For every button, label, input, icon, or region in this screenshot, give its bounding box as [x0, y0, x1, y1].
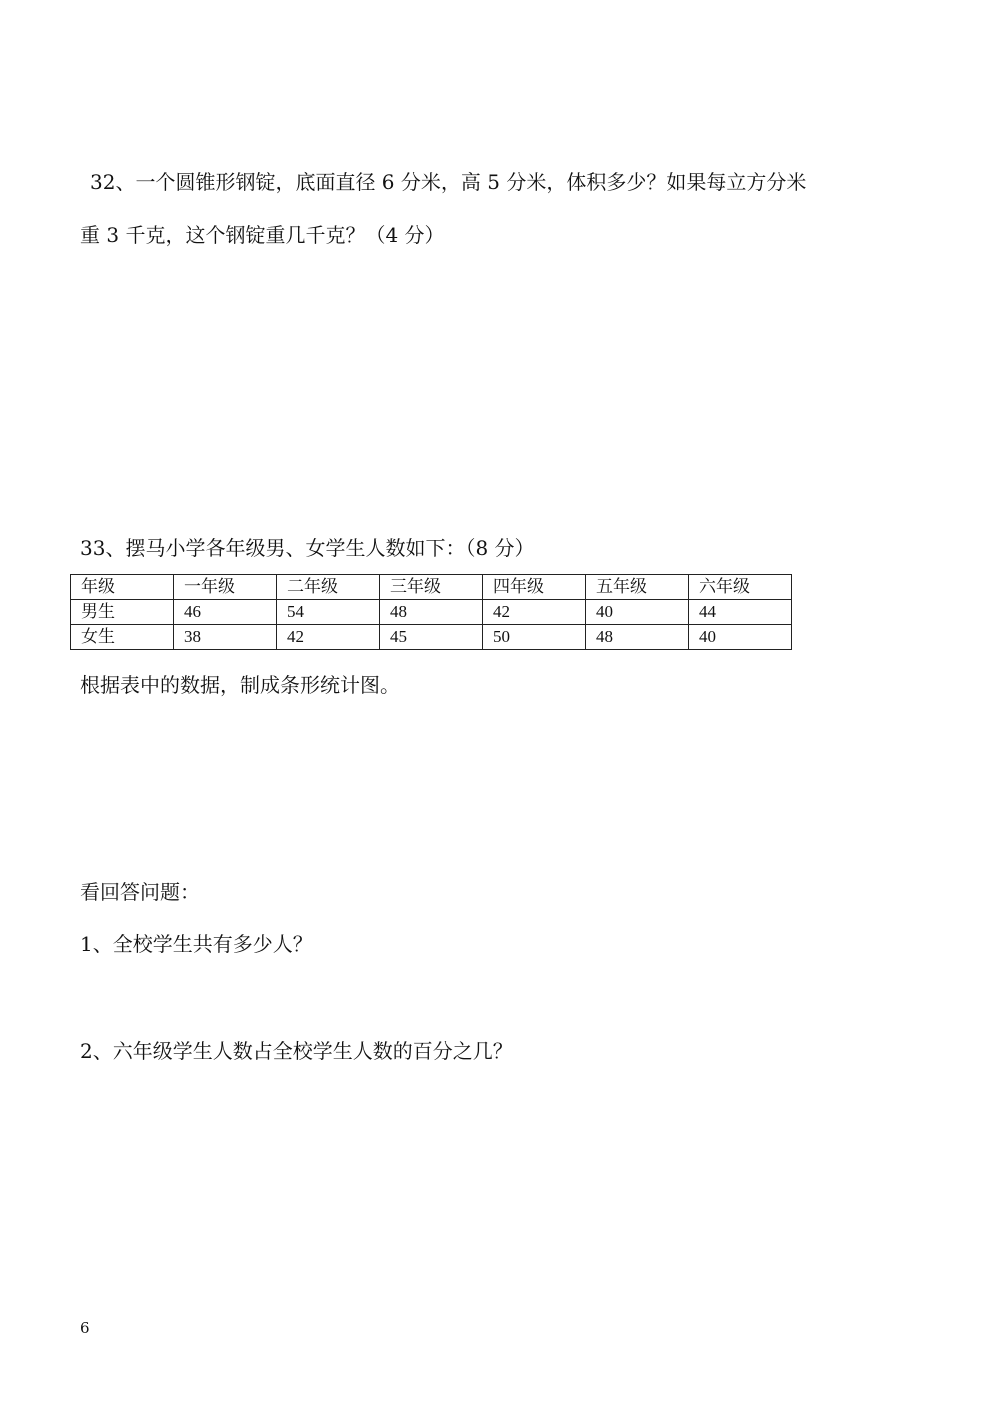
table-cell: 40	[586, 600, 689, 625]
table-cell: 54	[277, 600, 380, 625]
table-cell: 年级	[71, 575, 174, 600]
table-cell: 42	[483, 600, 586, 625]
table-cell: 46	[174, 600, 277, 625]
table-cell: 38	[174, 625, 277, 650]
table-cell: 二年级	[277, 575, 380, 600]
page-number: 6	[80, 1319, 90, 1337]
q33-title: 33、摆马小学各年级男、女学生人数如下：（8 分）	[80, 536, 535, 560]
table-cell: 女生	[71, 625, 174, 650]
table-row	[71, 600, 792, 625]
q32-line1: 32、一个圆锥形钢锭，底面直径 6 分米，高 5 分米，体积多少？如果每立方分米	[90, 170, 807, 194]
table-cell: 四年级	[483, 575, 586, 600]
table-header-row	[71, 575, 792, 600]
table-cell: 48	[586, 625, 689, 650]
q32-line2: 重 3 千克，这个钢锭重几千克？（4 分）	[80, 223, 445, 247]
table-cell: 44	[689, 600, 792, 625]
table-cell: 三年级	[380, 575, 483, 600]
table-cell: 45	[380, 625, 483, 650]
table-cell: 六年级	[689, 575, 792, 600]
table-cell: 男生	[71, 600, 174, 625]
table-cell: 五年级	[586, 575, 689, 600]
table-cell: 50	[483, 625, 586, 650]
question-1: 1、全校学生共有多少人？	[80, 932, 313, 956]
question-2: 2、六年级学生人数占全校学生人数的百分之几？	[80, 1039, 513, 1063]
table-cell: 48	[380, 600, 483, 625]
student-count-table	[70, 574, 792, 650]
table-cell: 一年级	[174, 575, 277, 600]
table-cell: 42	[277, 625, 380, 650]
table-cell: 40	[689, 625, 792, 650]
answer-prompt: 看回答问题：	[80, 880, 200, 904]
q33-instruction: 根据表中的数据，制成条形统计图。	[80, 673, 400, 697]
table-row	[71, 625, 792, 650]
